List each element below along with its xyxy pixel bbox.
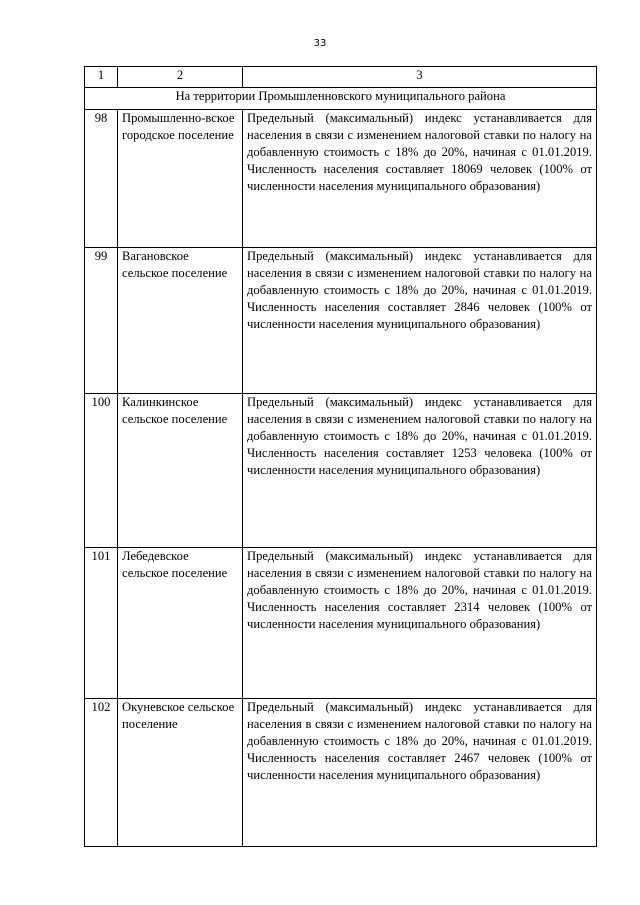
table-row: [85, 548, 597, 699]
table-row: [85, 394, 597, 548]
row-description: Предельный (максимальный) индекс устанавливается для населения в связи с изменением налоговой ставки по налогу на добавленную стоимость с 18% до 20%, начиная с 01.01.2019. Численность населения составляет 1253 человека (100% от численности населения муниципального образования): [243, 394, 597, 548]
table-header-row: [85, 67, 597, 88]
column-header: 1: [85, 67, 118, 88]
row-description: Предельный (максимальный) индекс устанавливается для населения в связи с изменением налоговой ставки по налогу на добавленную стоимость с 18% до 20%, начиная с 01.01.2019. Численность населения составляет 18069 человек (100% от численности населения муниципального образования): [243, 110, 597, 248]
municipality-name: Лебедевское сельское поселение: [118, 548, 243, 699]
table-row: [85, 248, 597, 394]
section-title: На территории Промышленновского муниципального района: [85, 88, 597, 110]
column-header: 2: [118, 67, 243, 88]
municipality-name: Калинкинское сельское поселение: [118, 394, 243, 548]
municipality-name: Вагановское сельское поселение: [118, 248, 243, 394]
table-row: [85, 699, 597, 847]
index-table: [84, 66, 597, 847]
municipality-name: Промышленно-вское городское поселение: [118, 110, 243, 248]
row-number: 98: [85, 110, 118, 248]
municipality-name: Окуневское сельское поселение: [118, 699, 243, 847]
row-number: 100: [85, 394, 118, 548]
row-description: Предельный (максимальный) индекс устанавливается для населения в связи с изменением налоговой ставки по налогу на добавленную стоимость с 18% до 20%, начиная с 01.01.2019. Численность населения составляет 2467 человек (100% от численности населения муниципального образования): [243, 699, 597, 847]
column-header: 3: [243, 67, 597, 88]
row-description: Предельный (максимальный) индекс устанавливается для населения в связи с изменением налоговой ставки по налогу на добавленную стоимость с 18% до 20%, начиная с 01.01.2019. Численность населения составляет 2314 человек (100% от численности населения муниципального образования): [243, 548, 597, 699]
page-number: 33: [313, 38, 327, 49]
row-description: Предельный (максимальный) индекс устанавливается для населения в связи с изменением налоговой ставки по налогу на добавленную стоимость с 18% до 20%, начиная с 01.01.2019. Численность населения составляет 2846 человек (100% от численности населения муниципального образования): [243, 248, 597, 394]
table-row: [85, 110, 597, 248]
row-number: 101: [85, 548, 118, 699]
section-row: [85, 88, 597, 110]
row-number: 102: [85, 699, 118, 847]
row-number: 99: [85, 248, 118, 394]
